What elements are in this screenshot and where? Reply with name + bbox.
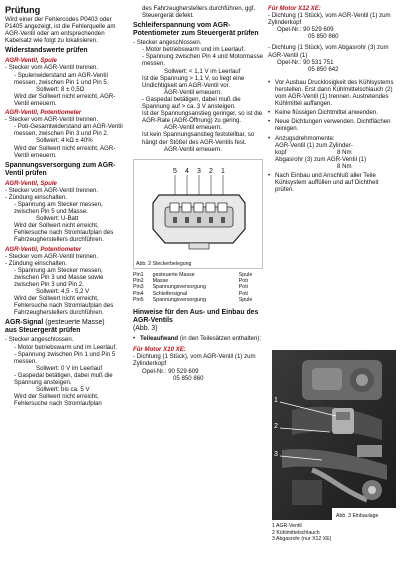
- poti-target: Sollwert: 4 kΩ ± 40%: [36, 137, 93, 145]
- figure-3-caption: Abb. 3 Einbaulage: [336, 513, 379, 519]
- signal-note-continued: des Fahrzeugherstellers durchführen, ggf. Steuergerät defekt.: [142, 5, 256, 20]
- column-3: [268, 5, 396, 195]
- slider-note-2: Ist der Spannungsanstieg geringer, so ist die AGR-Rate (AGR-Öffnung) zu gering.: [142, 110, 263, 125]
- supply-poti-step-2: - Zündung einschalten.: [5, 259, 67, 267]
- torque-line-1b: kopf: [275, 148, 287, 156]
- supply-poti-step-1: - Stecker vom AGR-Ventil trennen.: [5, 252, 99, 260]
- list-item: • Nach Einbau und Anschluß aller Teile Kühlsystem auffüllen und auf Dichtheit prüfen.: [268, 172, 396, 193]
- pin-number-4: 4: [185, 167, 189, 175]
- signal-step-1: - Stecker angeschlossen.: [5, 336, 74, 344]
- callout-1: 1: [274, 397, 278, 404]
- slider-note-3b: AGR-Ventil erneuern.: [164, 145, 222, 153]
- legend-item-1: 1 AGR-Ventil: [272, 523, 302, 529]
- parts-list: [133, 335, 263, 342]
- poti-step-1: - Stecker vom AGR-Ventil trennen.: [5, 116, 99, 124]
- torque-value-1: 8 Nm: [337, 148, 352, 156]
- list-item: • Keine flüssigen Dichtmittel anwenden.: [268, 109, 396, 116]
- coil-note: Wird der Sollwert nicht erreicht, AGR-Ventil erneuern.: [14, 92, 116, 107]
- signal-target: Sollwert: 0 V im Leerlauf: [36, 364, 103, 372]
- slider-step-3: - Spannung zwischen Pin 4 und Motormasse messen.: [142, 53, 263, 68]
- x12-part-1: Opel-Nr.: 90 529 609: [277, 26, 334, 34]
- column-2: [133, 5, 263, 382]
- x12-part-1b: 05 850 860: [308, 33, 339, 41]
- coil-step-2: - Spulenwiderstand am AGR-Ventil messen, zwischen Pin 1 und Pin 5.: [14, 71, 109, 86]
- slider-step-4: - Gaspedal betätigen, dabei muß die Spannung auf > ca. 3 V ansteigen.: [142, 95, 241, 111]
- legend-item-3: 3 Abgasrohr (nur X12 XE): [272, 536, 332, 543]
- legend-item-2: 2 Kühlmittelschlauch: [272, 529, 320, 536]
- x10-part-number-2: 05 850 860: [173, 374, 204, 382]
- x12-part-2: Opel-Nr.: 90 531 751: [277, 58, 334, 66]
- pin-number-3: 3: [197, 167, 201, 175]
- connector-drawing: [133, 159, 263, 269]
- slider-step-2: - Motor betriebswarm und im Leerlauf.: [142, 46, 245, 54]
- slider-note-1: Ist die Spannung > 1,1 V, so liegt eine Undichtigkeit am AGR-Ventil vor.: [142, 74, 245, 89]
- heading-install: [133, 309, 263, 333]
- torque-value-2: 8 Nm: [337, 162, 352, 170]
- connector-figure: [133, 159, 263, 269]
- coil-step-1: - Stecker vom AGR-Ventil trennen.: [5, 64, 99, 72]
- poti-step-2: - Poti-Gesamtwiderstand am AGR-Ventil messen, zwischen Pin 3 und Pin 2.: [14, 123, 123, 138]
- torque-line-1a: AGR-Ventil (1) zum Zylinder-: [275, 141, 353, 149]
- pin-number-5: 5: [173, 167, 177, 175]
- table-row: Pin3 Spannungsversorgung Poti: [133, 284, 248, 291]
- figure-3-legend: [272, 523, 396, 543]
- subheading-x10: Für Motor X10 XE:: [133, 346, 186, 354]
- column-1: [5, 5, 128, 407]
- signal-step-4: - Gaspedal betätigen, dabei muß die Spannung ansteigen.: [14, 371, 113, 387]
- supply-coil-step-1: - Stecker vom AGR-Ventil trennen.: [5, 186, 99, 194]
- heading-signal: [5, 319, 128, 335]
- x12-part-2b: 05 850 642: [308, 65, 339, 73]
- signal-target-2: Sollwert: bis ca. 5 V: [36, 386, 90, 394]
- torque-line-2a: Abgasrohr (3) zum AGR-Ventil (1): [275, 155, 367, 163]
- signal-step-3: - Spannung zwischen Pin 1 und Pin 5 messen.: [14, 350, 116, 365]
- x12-step-2: - Dichtung (1 Stück), vom Abgasrohr (3) zum AGR-Ventil (1): [268, 44, 389, 59]
- parts-title: Teileaufwand: [140, 335, 179, 343]
- install-notes-list: [268, 79, 396, 193]
- table-row: Pin2 Masse Poti: [133, 277, 248, 284]
- subheading-x12: Für Motor X12 XE:: [268, 5, 321, 12]
- callout-3: 3: [274, 451, 278, 458]
- pin-assignment-table: [133, 272, 263, 303]
- coil-target: Sollwert: 8 ± 0,5Ω: [36, 85, 85, 93]
- heading-resistance: Widerstandswerte prüfen: [5, 47, 88, 55]
- pin-number-1: 1: [221, 167, 225, 175]
- subheading-poti: AGR-Ventil, Potentiometer: [5, 109, 82, 117]
- subheading-supply-coil: AGR-Ventil, Spule: [5, 179, 57, 187]
- supply-poti-target: Sollwert: 4,5 - 5,2 V: [36, 288, 90, 296]
- signal-note: Wird der Sollwert nicht erreicht, Fehlersuche nach Stromlaufplan: [14, 393, 102, 408]
- slider-note-3: Ist kein Spannungsanstieg feststellbar, so hängt der Stößel des AGR-Ventils fest.: [142, 131, 255, 146]
- table-row: Pin5 Spannungsversorgung Spule: [133, 296, 253, 303]
- heading-slider-voltage: Schleiferspannung vom AGR-Potentiometer zum Steuergerät prüfen: [133, 22, 259, 38]
- x10-step-1: - Dichtung (1 Stück), vom AGR-Ventil (1) zum Zylinderkopf: [133, 353, 256, 368]
- subheading-supply-poti: AGR-Ventil, Potentiometer: [5, 245, 82, 253]
- supply-coil-target: Sollwert: U-Batt: [36, 215, 79, 223]
- heading-supply: Spannungsversorgung zum AGR-Ventil prüfen: [5, 161, 116, 177]
- heading-signal-paren: (gesteuerte Masse): [43, 319, 105, 327]
- table-row: Pin4 Schleifersignal Poti: [133, 290, 248, 297]
- callout-2: 2: [274, 423, 278, 430]
- section-title-pruefung: Prüfung: [5, 5, 41, 15]
- x10-part-number: Opel-Nr.: 90 529 609: [142, 367, 199, 375]
- supply-poti-note: Wird der Sollwert nicht erreicht, Fehlersuche nach Stromlaufplan des Fahrzeugherstellers durchführen.: [14, 295, 114, 317]
- list-item: • Vor Ausbau Drucklosigkeit des Kühlsystems herstellen. Erst dann Kühlmittelschlauch (2) vom AGR-Ventil (1) trennen. Austretendes Kühlmittel auffangen.: [268, 79, 396, 107]
- slider-target: Sollwert: < 1,1 V im Leerlauf: [164, 67, 241, 75]
- intro-text: Wird einer der Fehlercodes P0403 oder P1405 angezeigt, ist die Fehlerquelle am AGR-Ventil oder am entsprechenden Kabelsatz wie folgt zu lokalisieren.: [5, 16, 116, 45]
- parts-rest: (in den Teilesätzen enthalten):: [178, 335, 262, 343]
- table-row: Pin1 gesteuerte Masse Spule: [133, 271, 253, 278]
- torque-title: Anzugsdrehmomente:: [275, 134, 335, 142]
- pin-number-2: 2: [209, 167, 213, 175]
- poti-note: Wird der Sollwert nicht erreicht, AGR-Ventil erneuern.: [14, 144, 116, 159]
- engine-bay-photo: [272, 350, 396, 520]
- supply-coil-step-2: - Zündung einschalten.: [5, 193, 67, 201]
- figure-2-caption: Abb. 2 Steckerbelegung: [136, 260, 192, 267]
- slider-step-1: - Stecker angeschlossen.: [133, 39, 202, 47]
- signal-step-2: - Motor betriebswarm und im Leerlauf.: [14, 343, 117, 351]
- supply-coil-note: Wird der Sollwert nicht erreicht, Fehlersuche nach Stromlaufplan des Fahrzeugherstellers durchführen.: [14, 222, 114, 244]
- slider-note-1b: AGR-Ventil erneuern.: [164, 88, 222, 96]
- heading-signal-main: AGR-Signal: [5, 319, 44, 327]
- list-item: • Neue Dichtungen verwenden. Dichtflächen reinigen.: [268, 118, 396, 132]
- list-item: [133, 335, 263, 342]
- slider-note-2b: AGR-Ventil erneuern.: [164, 124, 222, 132]
- heading-signal-rest: aus Steuergerät prüfen: [5, 327, 81, 335]
- heading-install-text: Hinweise für den Aus- und Einbau des AGR-Ventils: [133, 309, 259, 325]
- supply-coil-step-3: - Spannung am Stecker messen, zwischen Pin 5 und Masse.: [14, 200, 103, 216]
- heading-install-ref: (Abb. 3): [133, 325, 158, 333]
- installation-photo: [272, 350, 396, 520]
- supply-poti-step-3: - Spannung am Stecker messen, zwischen Pin 3 und Masse sowie zwischen Pin 3 und Pin 2.: [14, 266, 104, 288]
- subheading-coil: AGR-Ventil, Spule: [5, 57, 57, 65]
- list-item: [268, 135, 396, 170]
- x12-step-1: - Dichtung (1 Stück), vom AGR-Ventil (1) zum Zylinderkopf: [268, 12, 391, 27]
